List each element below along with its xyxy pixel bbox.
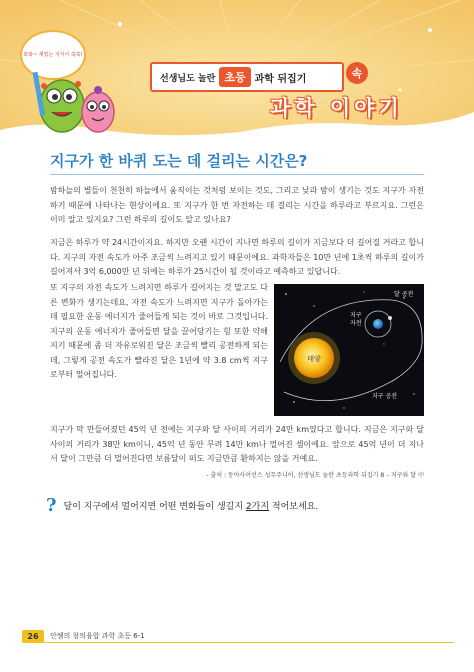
title-divider	[50, 174, 424, 175]
sun-label: 태양	[307, 355, 321, 363]
series-prefix: 선생님도 놀란	[160, 73, 216, 84]
paragraph-4: 지구가 막 만들어졌던 45억 년 전에는 지구와 달 사이의 거리가 24만 km였다고 합니다. 지금은 지구와 달 사이의 거리가 38만 km이니, 45억 년 동안 무려 14만 km나 멀어진 셈이에요. 앞으로 45억 년이 더 지나서 달이 그만큼 더 멀어진다면 보름달이 떠도 지금만큼 환하지는 않을 거예요.	[50, 425, 424, 463]
earth-rotation-label-1: 지구	[350, 312, 362, 319]
speech-bubble: 와와~ 재밌는 지식이 쑥쑥!	[20, 30, 86, 80]
page-number: 26	[22, 630, 44, 643]
earth-rotation-label-2: 자전	[350, 320, 362, 327]
question-text-before: 달이 지구에서 멀어지면 어떤 변화들이 생길지	[63, 502, 246, 512]
source-citation: - 출처 : 동아사이언스 성무주니어, 선생님도 놀란 초등과학 뒤집기 8 – 지구와 달 中	[206, 472, 424, 479]
question-prompt	[46, 495, 318, 516]
paragraph-1: 밤하늘의 별들이 천천히 하늘에서 움직이는 것처럼 보이는 것도, 그리고 낮과 밤이 생기는 것도 지구가 자전하기 때문에 나타나는 현상이에요. 또 지구가 한 번 자전하는 데 걸리는 시간을 하루라고 부르지요. 그런은 이미 알고 있지요? 그런 하루의 길이도 알고 있나요?	[50, 186, 424, 224]
question-text-after: 적어보세요.	[269, 502, 319, 512]
question-text	[64, 499, 319, 512]
paragraph-3: 또 지구의 자전 속도가 느려지면 하루가 길어지는 것 말고도 다른 변화가 생기는데요, 자전 속도가 느려지면 지구가 돌아가는 데 필요한 운동 에너지가 줄어들게 되는 것이 바로 그것입니다. 지구의 운동 에너지가 줄어들면 달을 끌어당기는 힘 또한 약해지기 때문에 좀 더 자유로워진 달은 조금씩 빨리 공전하게 되는데, 그렇게 공전 속도가 빨라진 달은 1년에 약 3.8 cm씩 지구로부터 멀어집니다.	[50, 283, 268, 379]
question-mark-icon: ?	[46, 495, 57, 516]
sok-badge: 속	[346, 62, 368, 84]
question-text-underlined: 2가지	[245, 502, 270, 512]
article-title: 지구가 한 바퀴 도는 데 걸리는 시간은?	[50, 152, 308, 170]
series-suffix: 과학 뒤집기	[254, 73, 307, 85]
book-title: 안쌤의 창의융합 과학 초등 6-1	[50, 632, 145, 640]
sun-earth-moon-figure	[274, 284, 424, 416]
earth-orbit-label: 지구 공전	[372, 393, 398, 400]
header-banner	[0, 0, 474, 140]
paragraph-2: 지금은 하루가 약 24시간이지요. 하지만 오랜 시간이 지나면 하루의 길이가 지금보다 더 길어질 거라고 합니다. 지구의 자전 속도가 아주 조금씩 느려지고 있기 때문이에요. 과학자들은 10만 년에 1초씩 하루의 길이가 길어져서 3억 6,000만 년 뒤에는 하루가 25시간이 될 것이라고 예측하고 있답니다.	[50, 238, 424, 276]
moon-orbit-label: 달 공전	[394, 291, 414, 298]
series-label	[150, 62, 344, 92]
series-grade: 초등	[219, 67, 250, 87]
section-title: 과학 이야기	[270, 96, 403, 120]
moon-icon	[388, 316, 392, 320]
earth-icon	[373, 319, 383, 329]
footer-divider	[44, 642, 454, 643]
mascot-illustration	[30, 62, 120, 134]
